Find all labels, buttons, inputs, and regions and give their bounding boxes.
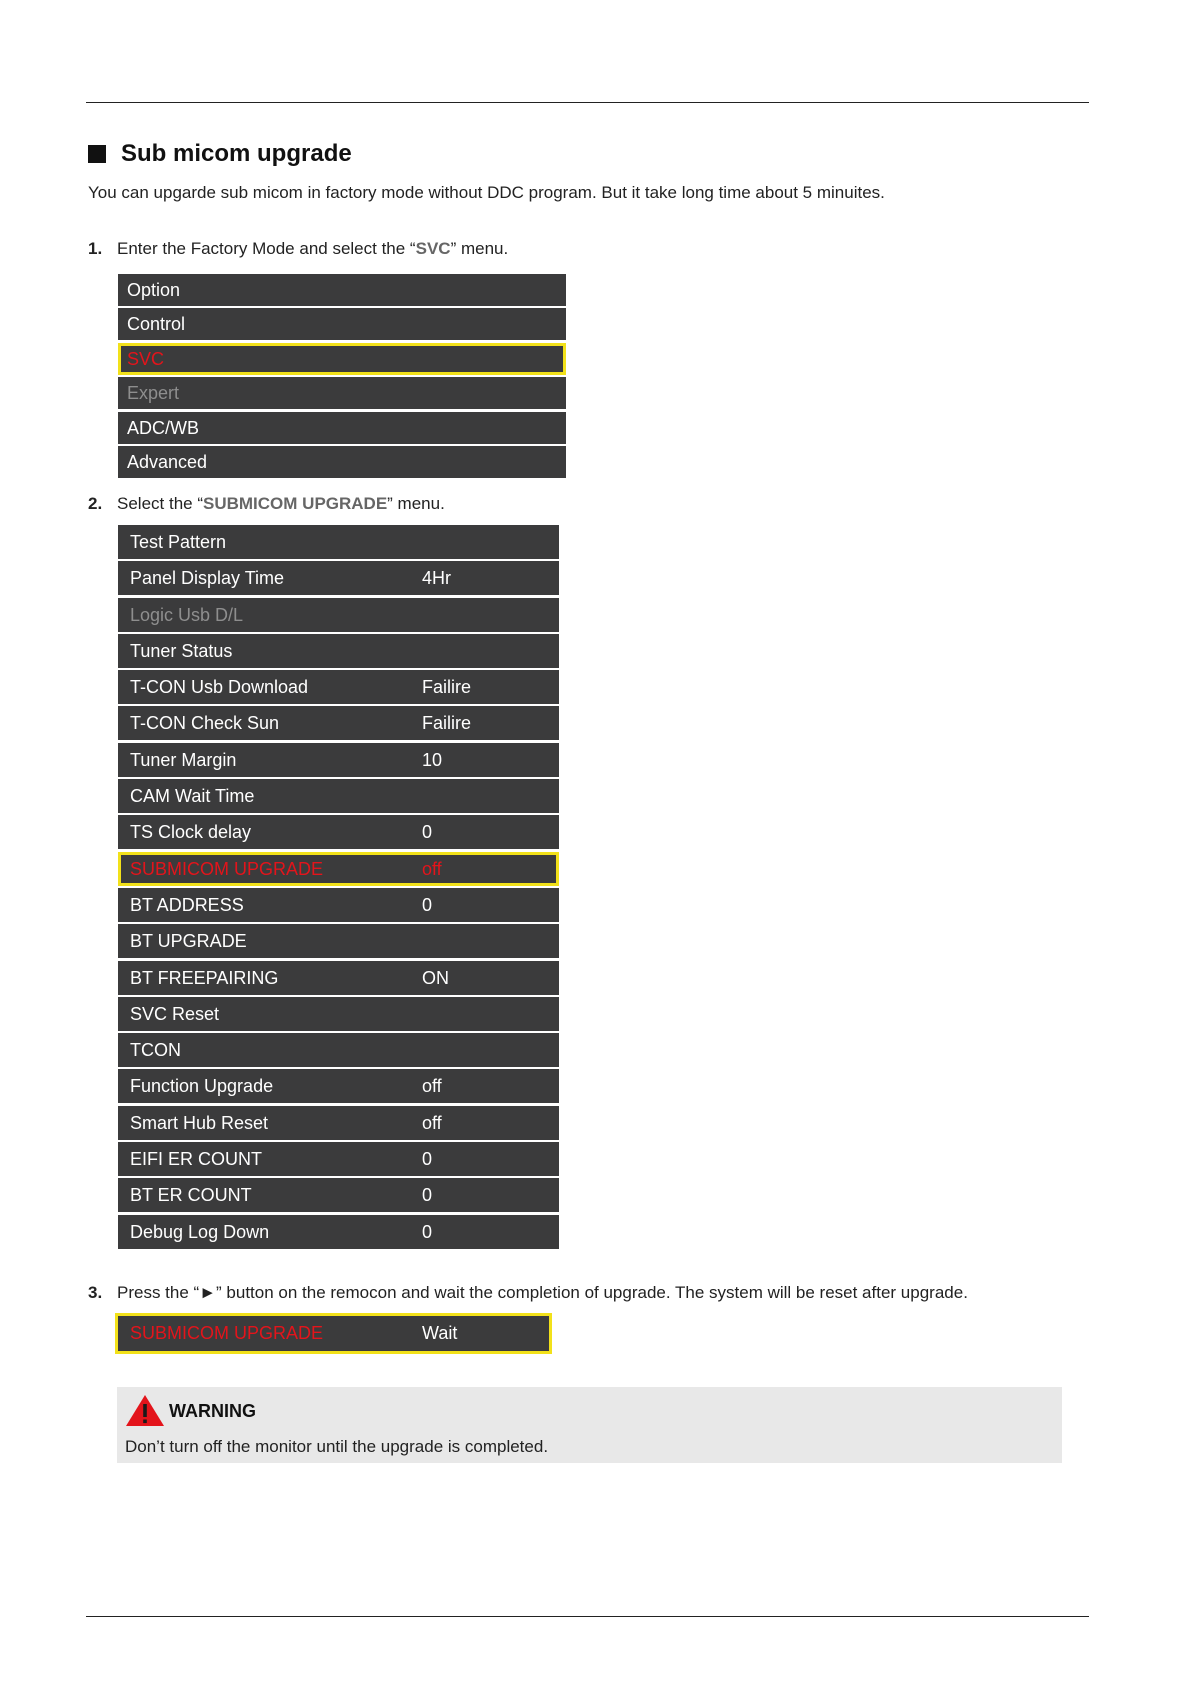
svc-item-bt-upgrade[interactable] bbox=[118, 924, 559, 958]
warning-title: WARNING bbox=[169, 1401, 256, 1421]
svc-item-label: Smart Hub Reset bbox=[130, 1112, 269, 1133]
svc-item-label: T-CON Check Sun bbox=[130, 713, 280, 734]
svc-item-label: CAM Wait Time bbox=[130, 786, 255, 807]
svc-item-value: 0 bbox=[422, 822, 433, 843]
svc-item-value: 0 bbox=[422, 1221, 433, 1242]
intro-text: You can upgarde sub micom in factory mode without DDC program. But it take long time about 5 minuites. bbox=[88, 183, 885, 202]
svc-item-tcon-usb-download[interactable] bbox=[118, 670, 559, 704]
svc-item-test-pattern[interactable] bbox=[118, 525, 559, 559]
status-value: Wait bbox=[422, 1323, 458, 1343]
svc-item-submicom-upgrade[interactable] bbox=[118, 852, 559, 886]
step-number: 3. bbox=[88, 1283, 103, 1302]
svc-item-tuner-margin[interactable] bbox=[118, 743, 559, 777]
svc-item-eifi-er-count[interactable] bbox=[118, 1142, 559, 1176]
svc-item-label: TS Clock delay bbox=[130, 822, 252, 843]
warning-text: Don’t turn off the monitor until the upgrade is completed. bbox=[125, 1437, 549, 1456]
svc-item-tcon-check-sun[interactable] bbox=[118, 706, 559, 740]
svc-item-label: BT ADDRESS bbox=[130, 894, 244, 915]
svc-item-label: Function Upgrade bbox=[130, 1076, 274, 1097]
svc-item-label: Logic Usb D/L bbox=[130, 604, 244, 625]
step-number: 1. bbox=[88, 239, 103, 258]
svc-item-label: Debug Log Down bbox=[130, 1221, 270, 1242]
step-text-post: ” menu. bbox=[450, 239, 509, 258]
step-number: 2. bbox=[88, 494, 103, 513]
svc-menu bbox=[118, 525, 559, 1251]
submicom-upgrade-status bbox=[118, 1316, 549, 1351]
step-highlight: SUBMICOM UPGRADE bbox=[203, 494, 388, 513]
svc-item-tuner-status[interactable] bbox=[118, 634, 559, 668]
svc-item-smart-hub-reset[interactable] bbox=[118, 1106, 559, 1140]
svc-item-label: BT UPGRADE bbox=[130, 931, 247, 952]
svc-item-value: ON bbox=[422, 967, 449, 988]
svc-item-label: Panel Display Time bbox=[130, 568, 285, 589]
status-label: SUBMICOM UPGRADE bbox=[130, 1323, 324, 1343]
svc-item-label: SVC Reset bbox=[130, 1003, 220, 1024]
svc-item-debug-log-down[interactable] bbox=[118, 1215, 559, 1249]
svc-item-label: BT ER COUNT bbox=[130, 1185, 252, 1206]
svc-item-bt-address[interactable] bbox=[118, 888, 559, 922]
svc-item-svc-reset[interactable] bbox=[118, 997, 559, 1031]
svc-item-label: SUBMICOM UPGRADE bbox=[130, 858, 324, 879]
warning-box bbox=[117, 1387, 1062, 1463]
svc-item-label: T-CON Usb Download bbox=[130, 677, 309, 698]
footer-rule bbox=[86, 1616, 1089, 1617]
menu-item-advanced[interactable]: Advanced bbox=[118, 446, 566, 478]
svc-item-label: TCON bbox=[130, 1040, 181, 1061]
menu-item-svc[interactable]: SVC bbox=[118, 343, 566, 375]
svc-item-value: 0 bbox=[422, 1185, 433, 1206]
step-highlight: SVC bbox=[415, 239, 451, 258]
svc-item-value: 4Hr bbox=[422, 568, 452, 589]
square-bullet-icon bbox=[88, 145, 106, 163]
svc-item-panel-display-time[interactable] bbox=[118, 561, 559, 595]
svc-item-logic-usb-dl bbox=[118, 598, 559, 632]
menu-item-expert: Expert bbox=[118, 377, 566, 409]
svc-item-label: Test Pattern bbox=[130, 532, 227, 552]
svc-item-value: Failire bbox=[422, 677, 472, 698]
svc-item-value: 10 bbox=[422, 749, 443, 770]
svc-item-value: Failire bbox=[422, 713, 472, 734]
svc-item-value: off bbox=[422, 1076, 442, 1097]
svc-item-label: EIFI ER COUNT bbox=[130, 1149, 263, 1170]
step-text-post: ” menu. bbox=[387, 494, 445, 513]
svc-item-value: off bbox=[422, 858, 442, 879]
svc-item-tcon[interactable] bbox=[118, 1033, 559, 1067]
step-2 bbox=[88, 494, 445, 514]
menu-item-control[interactable]: Control bbox=[118, 308, 566, 340]
step-text-pre: Enter the Factory Mode and select the “ bbox=[117, 239, 416, 258]
svc-item-label: Tuner Status bbox=[130, 640, 233, 661]
svc-item-cam-wait-time[interactable] bbox=[118, 779, 559, 813]
section-heading bbox=[88, 140, 352, 168]
step-3 bbox=[88, 1283, 968, 1303]
svc-item-label: Tuner Margin bbox=[130, 749, 237, 770]
header-rule bbox=[86, 102, 1089, 103]
svc-item-label: BT FREEPAIRING bbox=[130, 967, 279, 988]
step-text: Press the “►” button on the remocon and wait the completion of upgrade. The system will be reset after upgrade. bbox=[117, 1283, 968, 1302]
section-title: Sub micom upgrade bbox=[121, 140, 352, 167]
menu-item-option[interactable]: Option bbox=[118, 274, 566, 306]
svc-item-function-upgrade[interactable] bbox=[118, 1069, 559, 1103]
svc-item-bt-er-count[interactable] bbox=[118, 1178, 559, 1212]
step-text-pre: Select the “ bbox=[117, 494, 203, 513]
menu-item-adc-wb[interactable]: ADC/WB bbox=[118, 412, 566, 444]
svc-item-value: 0 bbox=[422, 1149, 433, 1170]
factory-menu bbox=[118, 274, 566, 480]
warning-icon bbox=[125, 1394, 165, 1427]
step-1 bbox=[88, 239, 508, 259]
svc-item-bt-freepairing[interactable] bbox=[118, 961, 559, 995]
svc-item-value: 0 bbox=[422, 894, 433, 915]
svc-item-ts-clock-delay[interactable] bbox=[118, 815, 559, 849]
svc-item-value: off bbox=[422, 1112, 442, 1133]
